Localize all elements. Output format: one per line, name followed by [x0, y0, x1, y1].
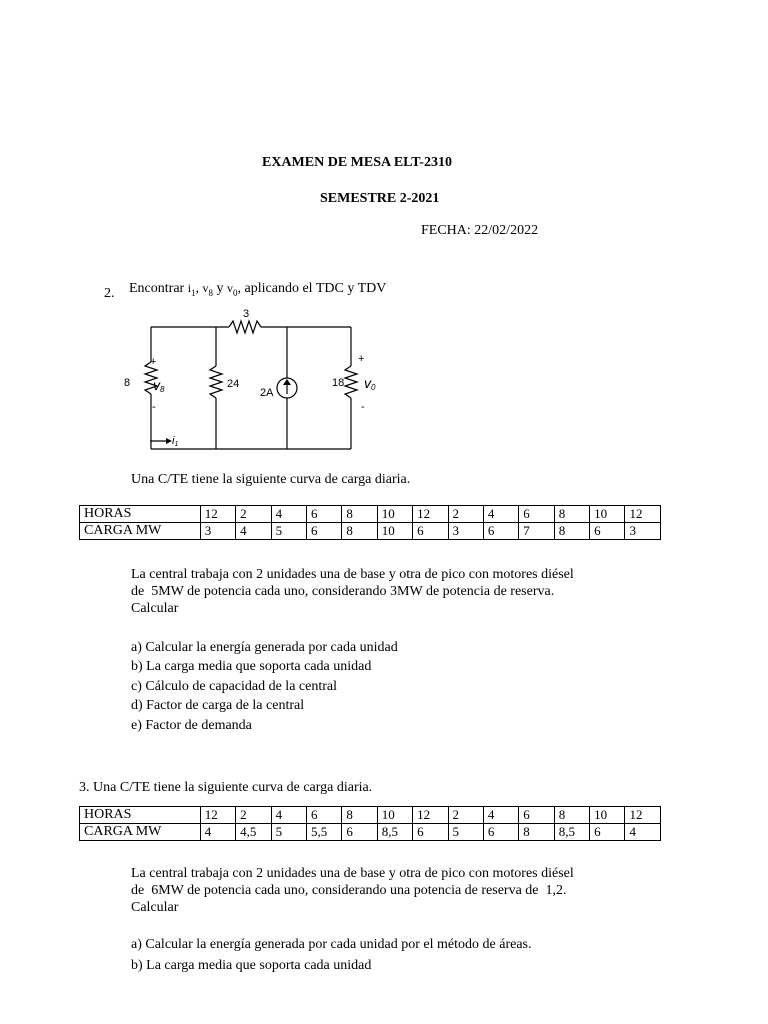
table-header-load: CARGA MW: [80, 523, 201, 540]
table-cell: 10: [590, 807, 625, 824]
circuit-diagram: [110, 302, 376, 462]
problem-2-paragraph-line-1: La central trabaja con 2 unidades una de base y otra de pico con motores diésel: [131, 567, 574, 582]
table-cell: 2: [236, 807, 271, 824]
table-cell: 8: [342, 523, 377, 540]
list-item: a) Calcular la energía generada por cada unidad por el método de áreas.: [131, 937, 532, 952]
table-cell: 12: [413, 807, 448, 824]
table-cell: 8: [554, 506, 589, 523]
table-row-load: [80, 523, 661, 540]
list-item: e) Factor de demanda: [131, 718, 252, 733]
table-cell: 7: [519, 523, 554, 540]
table-cell: 6: [342, 824, 377, 841]
table-cell: 12: [200, 807, 235, 824]
table-cell: 6: [483, 824, 518, 841]
v8-minus: -: [152, 401, 156, 413]
table-row-hours: [80, 807, 661, 824]
table-cell: 4: [483, 807, 518, 824]
problem-3-paragraph-line-3: Calcular: [131, 900, 179, 915]
table-cell: 10: [590, 506, 625, 523]
table-cell: 4: [271, 807, 306, 824]
exam-date: FECHA: 22/02/2022: [421, 223, 539, 238]
load-table-2: [79, 806, 661, 841]
list-item: c) Cálculo de capacidad de la central: [131, 679, 337, 694]
list-item: b) La carga media que soporta cada unidad: [131, 659, 372, 674]
table-cell: 6: [519, 807, 554, 824]
table-cell: 5,5: [306, 824, 341, 841]
table-row-load: [80, 824, 661, 841]
table-cell: 8: [554, 523, 589, 540]
v8-plus: +: [150, 356, 157, 368]
table-cell: 8: [342, 506, 377, 523]
table-cell: 10: [377, 807, 412, 824]
i1-label: i1: [172, 435, 179, 448]
table-cell: 12: [625, 506, 661, 523]
table-header-hours: HORAS: [80, 506, 201, 523]
table-1-intro: Una C/TE tiene la siguiente curva de carga diaria.: [131, 472, 411, 487]
table-cell: 8: [519, 824, 554, 841]
table-cell: 6: [483, 523, 518, 540]
table-cell: 4: [483, 506, 518, 523]
table-cell: 12: [413, 506, 448, 523]
load-table-1: [79, 505, 661, 540]
table-cell: 5: [271, 523, 306, 540]
table-row-hours: [80, 506, 661, 523]
problem-2-paragraph-line-3: Calcular: [131, 601, 179, 616]
table-cell: 8,5: [554, 824, 589, 841]
table-header-hours: HORAS: [80, 807, 201, 824]
table-cell: 6: [413, 523, 448, 540]
problem-3-paragraph-line-1: La central trabaja con 2 unidades una de base y otra de pico con motores diésel: [131, 866, 574, 881]
table-cell: 8,5: [377, 824, 412, 841]
table-cell: 5: [448, 824, 483, 841]
v8-label: v8: [153, 377, 165, 394]
table-cell: 8: [342, 807, 377, 824]
source-2a-label: 2A: [260, 387, 274, 399]
problem-3-intro: 3. Una C/TE tiene la siguiente curva de carga diaria.: [79, 780, 373, 795]
problem-3-paragraph-line-2: de 6MW de potencia cada uno, considerando una potencia de reserva de 1,2.: [131, 883, 567, 898]
table-cell: 12: [200, 506, 235, 523]
table-cell: 10: [377, 523, 412, 540]
problem-2-number: 2.: [104, 286, 115, 301]
problem-2-paragraph-line-2: de 5MW de potencia cada uno, considerando 3MW de potencia de reserva.: [131, 584, 555, 599]
table-cell: 8: [554, 807, 589, 824]
table-cell: 4,5: [236, 824, 271, 841]
list-item: a) Calcular la energía generada por cada unidad: [131, 640, 398, 655]
semester-label: SEMESTRE 2-2021: [320, 191, 440, 206]
table-cell: 6: [413, 824, 448, 841]
table-cell: 4: [271, 506, 306, 523]
resistor-18-label: 18: [332, 377, 345, 389]
table-cell: 5: [271, 824, 306, 841]
table-cell: 3: [448, 523, 483, 540]
problem-2-statement: Encontrar $i_1$, $v_8$ y $v_0$, aplicando el TDC y TDV: [129, 281, 387, 298]
table-cell: 4: [625, 824, 661, 841]
v0-plus: +: [358, 353, 365, 365]
resistor-24-label: 24: [227, 378, 240, 390]
table-cell: 3: [200, 523, 235, 540]
table-cell: 6: [306, 506, 341, 523]
table-cell: 3: [625, 523, 661, 540]
table-cell: 6: [306, 807, 341, 824]
table-cell: 6: [306, 523, 341, 540]
list-item: b) La carga media que soporta cada unidad: [131, 958, 372, 973]
table-cell: 2: [448, 807, 483, 824]
table-cell: 6: [590, 523, 625, 540]
table-cell: 2: [448, 506, 483, 523]
table-cell: 6: [590, 824, 625, 841]
table-cell: 10: [377, 506, 412, 523]
exam-title: EXAMEN DE MESA ELT-2310: [262, 155, 452, 170]
list-item: d) Factor de carga de la central: [131, 698, 305, 713]
resistor-3-label: 3: [242, 308, 250, 320]
table-cell: 4: [200, 824, 235, 841]
table-header-load: CARGA MW: [80, 824, 201, 841]
v0-minus: -: [361, 401, 365, 413]
table-cell: 2: [236, 506, 271, 523]
v0-label: v0: [364, 375, 376, 392]
table-cell: 12: [625, 807, 661, 824]
table-cell: 6: [519, 506, 554, 523]
table-cell: 4: [236, 523, 271, 540]
resistor-8-label: 8: [124, 377, 131, 389]
